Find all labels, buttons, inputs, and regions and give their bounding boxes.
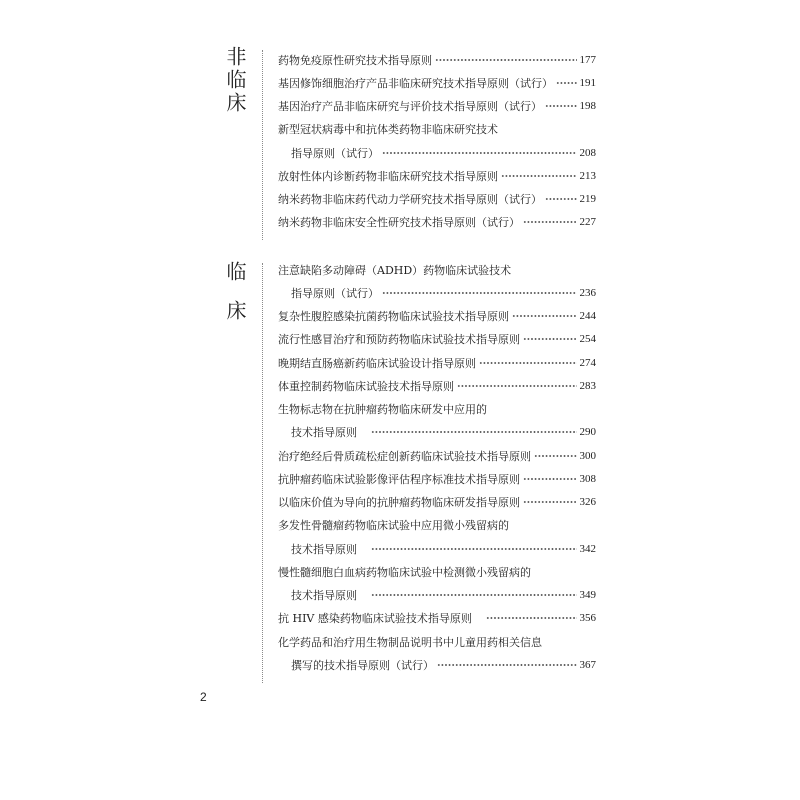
entry-page: 208 xyxy=(579,146,596,159)
entry-page: 227 xyxy=(579,216,596,229)
dot-leader xyxy=(545,102,577,110)
entry-title: 生物标志物在抗肿瘤药物临床研发中应用的 xyxy=(278,403,487,417)
entry-page: 244 xyxy=(579,310,596,323)
entry-title: 复杂性腹腔感染抗菌药物临床试验技术指导原则 xyxy=(278,310,509,324)
dot-leader xyxy=(479,359,577,367)
dot-leader xyxy=(382,289,577,297)
entry-page: 213 xyxy=(579,169,596,182)
toc-entry xyxy=(278,374,596,397)
dot-leader xyxy=(501,172,577,180)
entry-title: 新型冠状病毒中和抗体类药物非临床研究技术 xyxy=(278,123,498,137)
dot-leader xyxy=(534,452,577,460)
entry-page: 290 xyxy=(579,426,596,439)
entry-page: 236 xyxy=(579,286,596,299)
entry-page: 349 xyxy=(579,589,596,602)
dot-leader xyxy=(371,591,577,599)
toc-entry xyxy=(278,444,596,467)
toc-entry xyxy=(278,467,596,490)
dot-leader xyxy=(486,614,577,622)
toc-entry xyxy=(278,491,596,514)
dot-leader xyxy=(435,56,577,64)
entry-title: 基因修饰细胞治疗产品非临床研究技术指导原则（试行） xyxy=(278,76,553,90)
entry-page: 283 xyxy=(579,379,596,392)
entry-page: 367 xyxy=(579,658,596,671)
entry-title: 基因治疗产品非临床研究与评价技术指导原则（试行） xyxy=(278,100,542,114)
toc-entry xyxy=(278,560,596,607)
entry-page: 191 xyxy=(579,76,596,89)
toc-section-nonclinical xyxy=(278,48,596,234)
entry-page: 356 xyxy=(579,612,596,625)
toc-entry xyxy=(278,211,596,234)
entry-title-continuation: 指导原则（试行） xyxy=(291,146,379,160)
entry-title-continuation: 撰写的技术指导原则（试行） xyxy=(291,658,434,672)
entry-title: 抗 HIV 感染药物临床试验技术指导原则 xyxy=(278,612,472,626)
section-label-nonclinical: 非临床 xyxy=(223,46,247,115)
toc-entry xyxy=(278,164,596,187)
entry-title: 药物免疫原性研究技术指导原则 xyxy=(278,53,432,67)
entry-page: 300 xyxy=(579,449,596,462)
dot-leader xyxy=(523,335,577,343)
dot-leader xyxy=(371,545,577,553)
dot-leader xyxy=(545,195,577,203)
toc-entry xyxy=(278,630,596,677)
toc-entry xyxy=(278,48,596,71)
toc-entry xyxy=(278,328,596,351)
toc-entry xyxy=(278,398,596,445)
toc-section-clinical xyxy=(278,258,596,677)
dot-leader xyxy=(523,498,577,506)
entry-page: 254 xyxy=(579,333,596,346)
section-divider xyxy=(262,50,263,240)
entry-page: 326 xyxy=(579,496,596,509)
entry-title: 流行性感冒治疗和预防药物临床试验技术指导原则 xyxy=(278,333,520,347)
dot-leader xyxy=(371,428,577,436)
toc-entry xyxy=(278,258,596,305)
dot-leader xyxy=(556,79,577,87)
entry-title: 纳米药物非临床安全性研究技术指导原则（试行） xyxy=(278,216,520,230)
entry-page: 342 xyxy=(579,542,596,555)
entry-title: 治疗绝经后骨质疏松症创新药临床试验技术指导原则 xyxy=(278,449,531,463)
dot-leader xyxy=(437,661,577,669)
dot-leader xyxy=(457,382,577,390)
section-label-clinical: 临床 xyxy=(223,261,247,339)
toc-entry xyxy=(278,71,596,94)
toc-entry xyxy=(278,188,596,211)
entry-title: 化学药品和治疗用生物制品说明书中儿童用药相关信息 xyxy=(278,635,542,649)
entry-page: 308 xyxy=(579,472,596,485)
dot-leader xyxy=(512,312,577,320)
entry-page: 219 xyxy=(579,193,596,206)
entry-title-continuation: 技术指导原则 xyxy=(291,426,357,440)
entry-title: 体重控制药物临床试验技术指导原则 xyxy=(278,379,454,393)
entry-page: 274 xyxy=(579,356,596,369)
entry-title: 抗肿瘤药临床试验影像评估程序标准技术指导原则 xyxy=(278,472,520,486)
toc-entry xyxy=(278,351,596,374)
entry-title: 注意缺陷多动障碍（ADHD）药物临床试验技术 xyxy=(278,263,512,277)
entry-title: 多发性骨髓瘤药物临床试验中应用微小残留病的 xyxy=(278,519,509,533)
toc-entry xyxy=(278,95,596,118)
entry-title: 纳米药物非临床药代动力学研究技术指导原则（试行） xyxy=(278,193,542,207)
entry-title-continuation: 技术指导原则 xyxy=(291,589,357,603)
entry-page: 177 xyxy=(579,53,596,66)
toc-entry xyxy=(278,118,596,165)
entry-title-continuation: 技术指导原则 xyxy=(291,542,357,556)
entry-page: 198 xyxy=(579,100,596,113)
section-divider xyxy=(262,263,263,683)
dot-leader xyxy=(523,218,577,226)
entry-title: 放射性体内诊断药物非临床研究技术指导原则 xyxy=(278,169,498,183)
dot-leader xyxy=(382,149,577,157)
dot-leader xyxy=(523,475,577,483)
page-number: 2 xyxy=(200,690,207,704)
entry-title: 以临床价值为导向的抗肿瘤药物临床研发指导原则 xyxy=(278,496,520,510)
entry-title: 晚期结直肠癌新药临床试验设计指导原则 xyxy=(278,356,476,370)
toc-entry xyxy=(278,305,596,328)
toc-entry xyxy=(278,514,596,561)
entry-title-continuation: 指导原则（试行） xyxy=(291,286,379,300)
entry-title: 慢性髓细胞白血病药物临床试验中检测微小残留病的 xyxy=(278,565,531,579)
toc-entry xyxy=(278,607,596,630)
